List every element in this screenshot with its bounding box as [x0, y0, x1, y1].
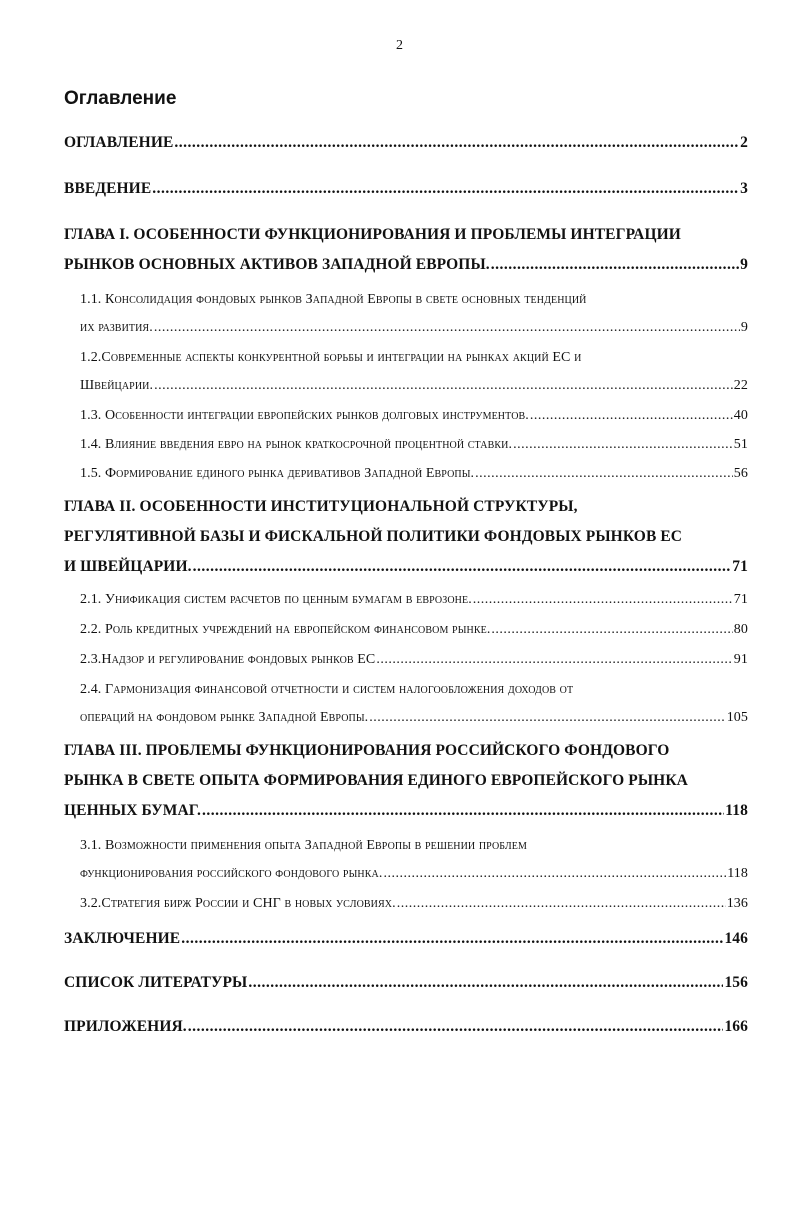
- toc-entry-text-line: 2.4. Гармонизация финансовой отчетности и систем налогообложения доходов от: [80, 682, 574, 697]
- dot-leader: [248, 968, 723, 998]
- toc-entry-section: [80, 431, 748, 459]
- toc-entry-chapter: [64, 968, 748, 998]
- toc-heading: Оглавление: [64, 88, 177, 109]
- toc-entry-chapter: [64, 924, 748, 954]
- toc-entry-section: [80, 402, 748, 430]
- toc-entry-page: 146: [724, 930, 748, 947]
- dot-leader: [491, 616, 732, 644]
- dot-leader: [397, 890, 726, 918]
- dot-leader: [188, 1012, 724, 1042]
- dot-leader: [193, 552, 732, 582]
- toc-entry-line: [80, 372, 748, 400]
- toc-entry-line: [64, 128, 748, 158]
- toc-entry-section: [80, 676, 748, 732]
- toc-entry-title: И ШВЕЙЦАРИИ.: [64, 558, 192, 575]
- toc-entry-section: [80, 286, 748, 342]
- toc-entry-chapter: [64, 128, 748, 158]
- toc-entry-chapter: [64, 1012, 748, 1042]
- toc-entry-chapter: [64, 174, 748, 204]
- toc-entry-text-line: ГЛАВА III. ПРОБЛЕМЫ ФУНКЦИОНИРОВАНИЯ РОССИЙСКОГО ФОНДОВОГО: [64, 742, 670, 759]
- toc-entry-title: 1.3. Особенности интеграции европейских рынков долговых инструментов.: [80, 408, 529, 423]
- toc-entry-title: 2.2. Роль кредитных учреждений на европейском финансовом рынке.: [80, 622, 491, 637]
- toc-entry-title: 1.4. Влияние введения евро на рынок краткосрочной процентной ставки.: [80, 437, 513, 452]
- dot-leader: [154, 372, 733, 400]
- toc-entry-line: [64, 796, 748, 826]
- toc-entry-line: [64, 924, 748, 954]
- toc-entry-title: Швейцарии.: [80, 378, 154, 393]
- toc-entry-line: [64, 1012, 748, 1042]
- table-of-contents: [64, 128, 748, 1042]
- toc-entry-page: 156: [724, 974, 748, 991]
- toc-entry-line: [80, 646, 748, 674]
- toc-entry-chapter: [64, 220, 748, 280]
- toc-entry-text-line: ГЛАВА I. ОСОБЕННОСТИ ФУНКЦИОНИРОВАНИЯ И ПРОБЛЕМЫ ИНТЕГРАЦИИ: [64, 226, 681, 243]
- toc-entry-title: их развития.: [80, 320, 153, 335]
- dot-leader: [152, 174, 739, 204]
- dot-leader: [513, 431, 733, 459]
- toc-entry-line: [64, 552, 748, 582]
- toc-entry-line: [80, 402, 748, 430]
- toc-entry-text-line: РЫНКА В СВЕТЕ ОПЫТА ФОРМИРОВАНИЯ ЕДИНОГО ЕВРОПЕЙСКОГО РЫНКА: [64, 772, 688, 789]
- toc-entry-title: 2.1. Унификация систем расчетов по ценным бумагам в еврозоне.: [80, 592, 472, 607]
- toc-entry-title: ЦЕННЫХ БУМАГ.: [64, 802, 201, 819]
- toc-entry-page: 71: [733, 592, 748, 607]
- dot-leader: [181, 924, 723, 954]
- toc-entry-page: 71: [732, 558, 748, 575]
- toc-entry-title: ЗАКЛЮЧЕНИЕ: [64, 930, 181, 947]
- toc-entry-title: СПИСОК ЛИТЕРАТУРЫ: [64, 974, 248, 991]
- toc-entry-line: [80, 616, 748, 644]
- toc-entry-title: операций на фондовом рынке Западной Европы.: [80, 710, 369, 725]
- toc-entry-line: [64, 174, 748, 204]
- toc-entry-title: функционирования российского фондового рынка.: [80, 866, 383, 881]
- toc-entry-section: [80, 460, 748, 488]
- toc-entry-text-line: 1.1. Консолидация фондовых рынков Западной Европы в свете основных тенденций: [80, 292, 587, 307]
- toc-entry-page: 3: [740, 180, 748, 197]
- dot-leader: [154, 314, 740, 342]
- toc-entry-text-line: РЕГУЛЯТИВНОЙ БАЗЫ И ФИСКАЛЬНОЙ ПОЛИТИКИ ФОНДОВЫХ РЫНКОВ ЕС: [64, 528, 683, 545]
- toc-entry-line: [80, 860, 748, 888]
- toc-entry-line: [80, 890, 748, 918]
- toc-entry-page: 80: [733, 622, 748, 637]
- toc-entry-title: 3.2.Стратегия бирж России и СНГ в новых условиях.: [80, 896, 396, 911]
- dot-leader: [491, 250, 739, 280]
- page-number: 2: [396, 38, 403, 53]
- toc-entry-section: [80, 616, 748, 644]
- toc-entry-chapter: [64, 736, 748, 826]
- toc-entry-title: ОГЛАВЛЕНИЕ: [64, 134, 174, 151]
- dot-leader: [475, 460, 733, 488]
- toc-entry-page: 105: [726, 710, 748, 725]
- toc-entry-title: 1.5. Формирование единого рынка деривативов Западной Европы.: [80, 466, 475, 481]
- toc-entry-title: РЫНКОВ ОСНОВНЫХ АКТИВОВ ЗАПАДНОЙ ЕВРОПЫ.: [64, 256, 490, 273]
- toc-entry-chapter: [64, 492, 748, 582]
- toc-entry-line: [64, 250, 748, 280]
- toc-entry-page: 40: [733, 408, 748, 423]
- toc-entry-text-line: ГЛАВА II. ОСОБЕННОСТИ ИНСТИТУЦИОНАЛЬНОЙ СТРУКТУРЫ,: [64, 498, 578, 515]
- toc-entry-page: 118: [727, 866, 748, 881]
- toc-entry-page: 91: [733, 652, 748, 667]
- toc-entry-section: [80, 586, 748, 614]
- dot-leader: [376, 646, 732, 674]
- toc-entry-line: [80, 460, 748, 488]
- toc-entry-line: [80, 586, 748, 614]
- dot-leader: [174, 128, 739, 158]
- toc-entry-section: [80, 646, 748, 674]
- toc-entry-title: 2.3.Надзор и регулирование фондовых рынков ЕС: [80, 652, 376, 667]
- toc-entry-title: ВВЕДЕНИЕ: [64, 180, 152, 197]
- toc-entry-section: [80, 832, 748, 888]
- toc-entry-section: [80, 890, 748, 918]
- toc-entry-title: ПРИЛОЖЕНИЯ.: [64, 1018, 187, 1035]
- dot-leader: [369, 704, 725, 732]
- toc-entry-page: 9: [740, 256, 748, 273]
- toc-entry-text-line: 1.2.Современные аспекты конкурентной борьбы и интеграции на рынках акций ЕС и: [80, 350, 582, 365]
- toc-entry-page: 118: [725, 802, 748, 819]
- dot-leader: [530, 402, 733, 430]
- toc-entry-page: 2: [740, 134, 748, 151]
- toc-entry-page: 9: [740, 320, 748, 335]
- toc-entry-section: [80, 344, 748, 400]
- toc-entry-line: [64, 968, 748, 998]
- toc-entry-page: 136: [726, 896, 748, 911]
- toc-entry-line: [80, 314, 748, 342]
- toc-entry-page: 22: [733, 378, 748, 393]
- toc-entry-page: 56: [733, 466, 748, 481]
- toc-entry-line: [80, 704, 748, 732]
- dot-leader: [473, 586, 733, 614]
- dot-leader: [383, 860, 726, 888]
- toc-entry-page: 166: [724, 1018, 748, 1035]
- toc-entry-page: 51: [733, 437, 748, 452]
- toc-entry-text-line: 3.1. Возможности применения опыта Западной Европы в решении проблем: [80, 838, 527, 853]
- toc-entry-line: [80, 431, 748, 459]
- dot-leader: [202, 796, 724, 826]
